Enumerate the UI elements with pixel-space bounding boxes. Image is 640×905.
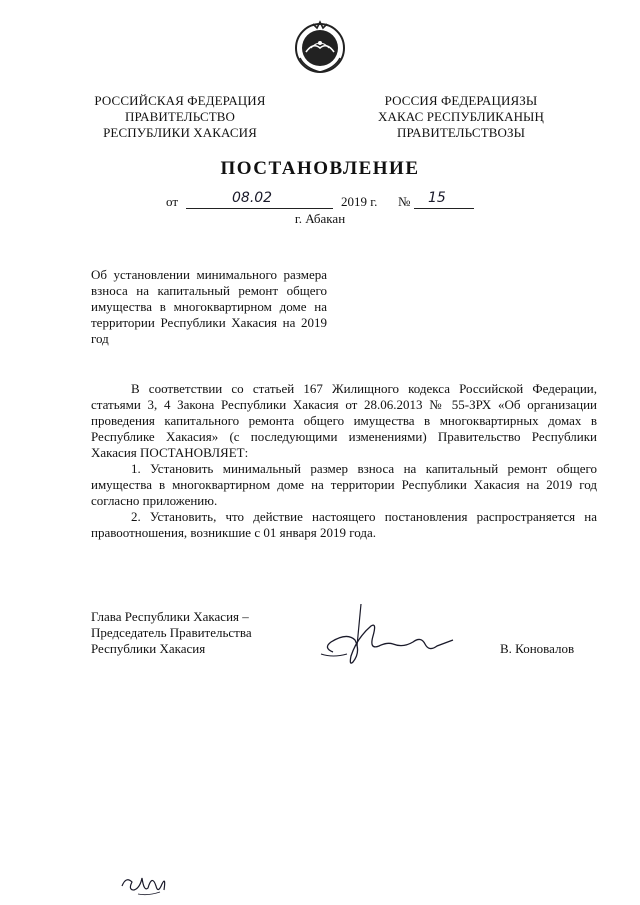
number-prefix: № — [398, 194, 411, 209]
signatory-position-line-2: Председатель Правительства — [91, 625, 252, 640]
body-paragraph-2: 2. Установить, что действие настоящего постановления распространяется на правоотношения, возникшие с 01 января 2019 года. — [91, 509, 597, 540]
header-left-line-2: ПРАВИТЕЛЬСТВО — [124, 109, 236, 124]
date-prefix: от — [166, 194, 179, 209]
header-right-line-1: РОССИЯ ФЕДЕРАЦИЯЗЫ — [384, 93, 538, 108]
date-year: 2019 г. — [341, 194, 378, 209]
signature-icon — [313, 596, 463, 676]
header-right — [363, 93, 559, 141]
header-left — [82, 93, 278, 141]
header-right-line-3: ПРАВИТЕЛЬСТВОЗЫ — [396, 125, 526, 140]
document-title: ПОСТАНОВЛЕНИЕ — [220, 158, 420, 179]
signatory-position-line-1: Глава Республики Хакасия – — [91, 609, 249, 624]
date-handwritten: 08.02 — [232, 190, 273, 206]
header-left-line-3: РЕСПУБЛИКИ ХАКАСИЯ — [103, 125, 257, 140]
handwritten-initials-icon — [118, 868, 178, 898]
body-paragraph-preamble: В соответствии со статьей 167 Жилищного кодекса Российской Федерации, статьями 3, 4 Закона Республики Хакасия от 28.06.2013 № 55-ЗРХ «Об организации проведения капитального ремонта общего имущества в многоквартирных домах в Республике Хакасия» (с последующими изменениями) Правительство Республики Хакасия ПОСТАНОВЛЯЕТ: — [91, 381, 597, 460]
signatory-position-line-3: Республики Хакасия — [91, 641, 206, 656]
header-right-line-2: ХАКАС РЕСПУБЛИКАНЫҢ — [378, 109, 544, 124]
signatory-name: В. Коновалов — [500, 641, 575, 656]
coat-of-arms-icon — [291, 18, 349, 76]
number-handwritten: 15 — [428, 190, 446, 206]
document-body — [91, 381, 597, 541]
document-subject: Об установлении минимального размера взноса на капитальный ремонт общего имущества в многоквартирном доме на территории Республики Хакасия на 2019 год — [91, 267, 327, 346]
header-left-line-1: РОССИЙСКАЯ ФЕДЕРАЦИЯ — [94, 93, 266, 108]
body-paragraph-1: 1. Установить минимальный размер взноса на капитальный ремонт общего имущества в многоквартирном доме на территории Республики Хакасия на 2019 год согласно приложению. — [91, 461, 597, 508]
city: г. Абакан — [294, 211, 346, 226]
signatory-position — [91, 609, 311, 657]
